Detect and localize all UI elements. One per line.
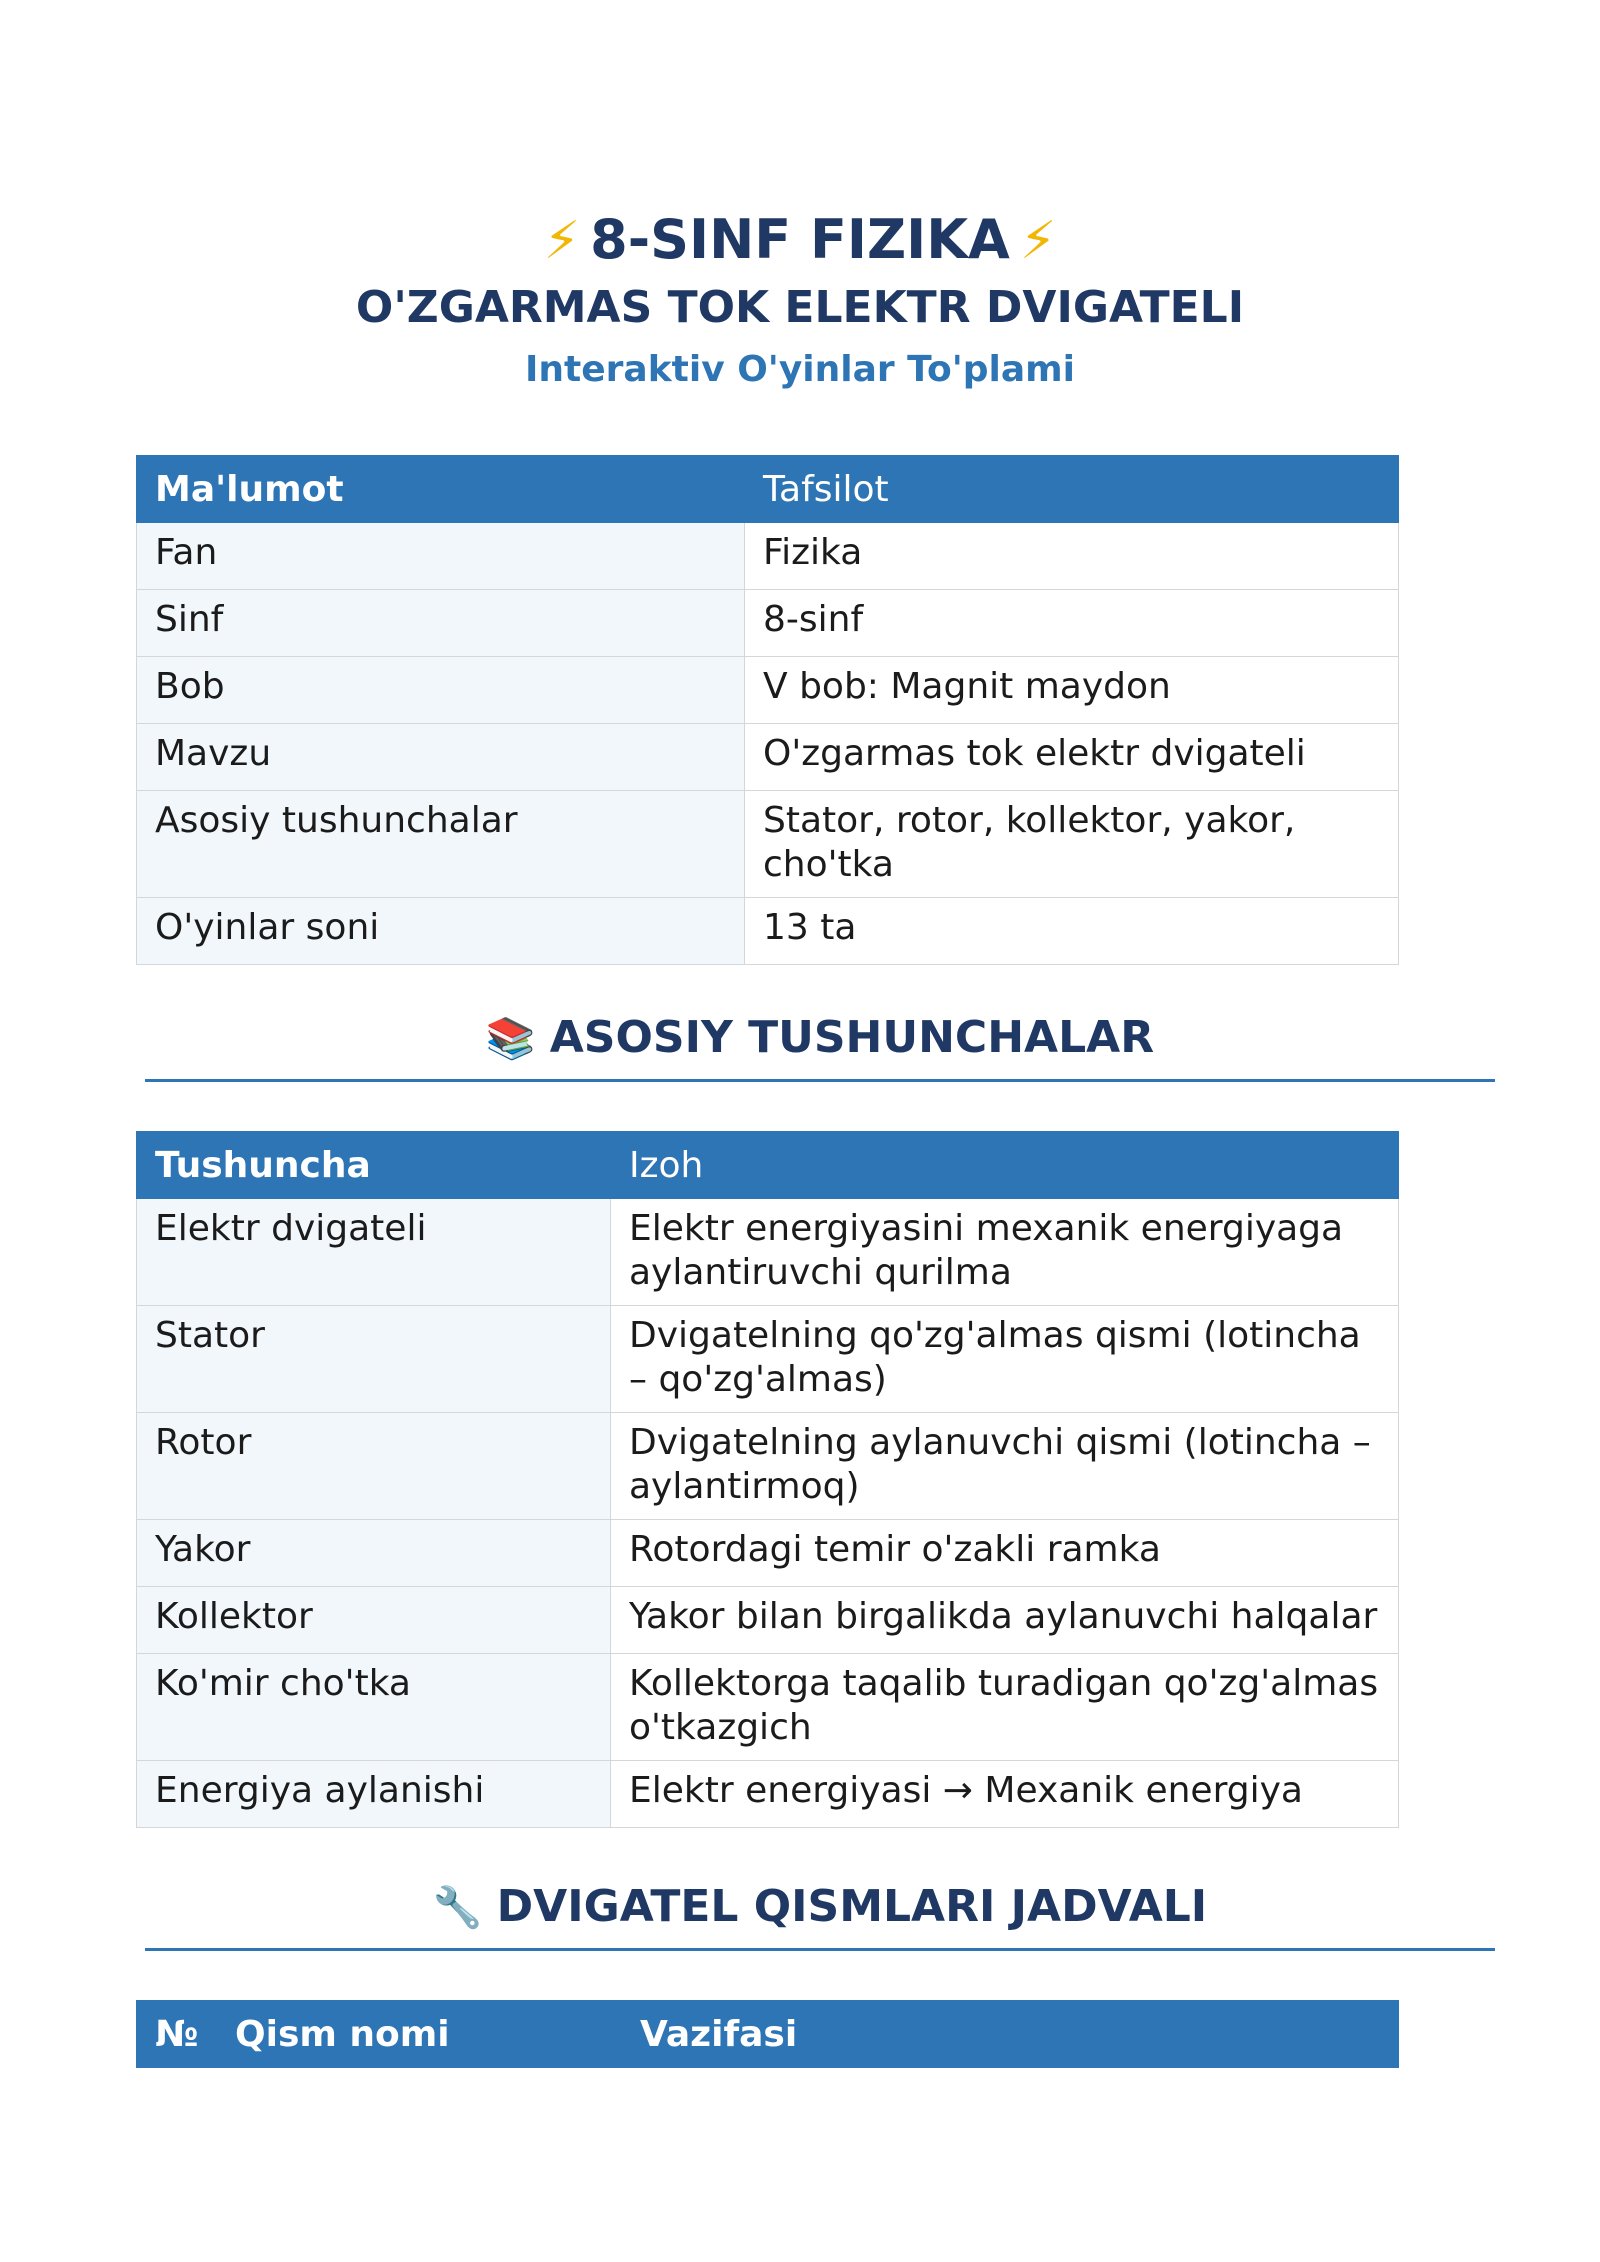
- table-cell: Kollektorga taqalib turadigan qo'zg'almas o'tkazgich: [611, 1654, 1399, 1761]
- table-row: [137, 1413, 1399, 1520]
- section-heading-parts: [145, 1872, 1495, 1951]
- table-cell: Elektr energiyasi → Mexanik energiya: [611, 1761, 1399, 1828]
- table-row: [137, 1199, 1399, 1306]
- table-row: [137, 1520, 1399, 1587]
- table-cell: 8-sinf: [745, 590, 1399, 657]
- table-cell: Stator, rotor, kollektor, yakor, cho'tka: [745, 791, 1399, 898]
- info-table: [136, 455, 1399, 965]
- column-header: Izoh: [611, 1132, 1399, 1199]
- table-cell: Elektr energiyasini mexanik energiyaga aylantiruvchi qurilma: [611, 1199, 1399, 1306]
- table-cell: Yakor bilan birgalikda aylanuvchi halqalar: [611, 1587, 1399, 1654]
- table-row: [137, 898, 1399, 965]
- table-cell: Ko'mir cho'tka: [137, 1654, 611, 1761]
- table-row: [137, 1587, 1399, 1654]
- table-cell: Dvigatelning qo'zg'almas qismi (lotincha – qo'zg'almas): [611, 1306, 1399, 1413]
- table-cell: Yakor: [137, 1520, 611, 1587]
- table-cell: Asosiy tushunchalar: [137, 791, 745, 898]
- lightning-icon: ⚡: [543, 211, 581, 271]
- table-cell: Fan: [137, 523, 745, 590]
- concepts-table: [136, 1131, 1399, 1828]
- lightning-icon: ⚡: [1019, 211, 1057, 271]
- page-subtitle: O'ZGARMAS TOK ELEKTR DVIGATELI: [355, 282, 1245, 333]
- table-cell: Dvigatelning aylanuvchi qismi (lotincha – aylantirmoq): [611, 1413, 1399, 1520]
- page-title: [0, 205, 1600, 276]
- table-row: [137, 1306, 1399, 1413]
- table-row: [137, 1654, 1399, 1761]
- column-header: Ma'lumot: [137, 456, 745, 523]
- table-cell: Elektr dvigateli: [137, 1199, 611, 1306]
- table-cell: Rotor: [137, 1413, 611, 1520]
- books-icon: 📚: [485, 1016, 536, 1062]
- table-cell: O'yinlar soni: [137, 898, 745, 965]
- section-heading-concepts: [145, 1003, 1495, 1082]
- table-row: [137, 590, 1399, 657]
- table-header-row: [137, 1132, 1399, 1199]
- table-cell: Stator: [137, 1306, 611, 1413]
- table-header-row: [137, 2001, 1399, 2068]
- table-row: [137, 657, 1399, 724]
- column-header: Tushuncha: [137, 1132, 611, 1199]
- column-header: Qism nomi: [217, 2001, 622, 2068]
- table-row: [137, 523, 1399, 590]
- table-cell: Fizika: [745, 523, 1399, 590]
- table-cell: Kollektor: [137, 1587, 611, 1654]
- table-cell: Bob: [137, 657, 745, 724]
- column-header: Vazifasi: [622, 2001, 1399, 2068]
- table-row: [137, 1761, 1399, 1828]
- column-header: Tafsilot: [745, 456, 1399, 523]
- table-row: [137, 791, 1399, 898]
- table-cell: Sinf: [137, 590, 745, 657]
- table-cell: Mavzu: [137, 724, 745, 791]
- parts-table: [136, 2000, 1399, 2068]
- table-cell: 13 ta: [745, 898, 1399, 965]
- table-cell: Energiya aylanishi: [137, 1761, 611, 1828]
- table-cell: V bob: Magnit maydon: [745, 657, 1399, 724]
- wrench-icon: 🔧: [432, 1885, 483, 1931]
- table-cell: Rotordagi temir o'zakli ramka: [611, 1520, 1399, 1587]
- title-text: 8-SINF FIZIKA: [590, 208, 1010, 271]
- page-tagline: Interaktiv O'yinlar To'plami: [525, 349, 1075, 390]
- table-row: [137, 724, 1399, 791]
- table-header-row: [137, 456, 1399, 523]
- section-title: ASOSIY TUSHUNCHALAR: [549, 1012, 1155, 1063]
- column-header: №: [137, 2001, 217, 2068]
- section-title: DVIGATEL QISMLARI JADVALI: [496, 1881, 1208, 1932]
- table-cell: O'zgarmas tok elektr dvigateli: [745, 724, 1399, 791]
